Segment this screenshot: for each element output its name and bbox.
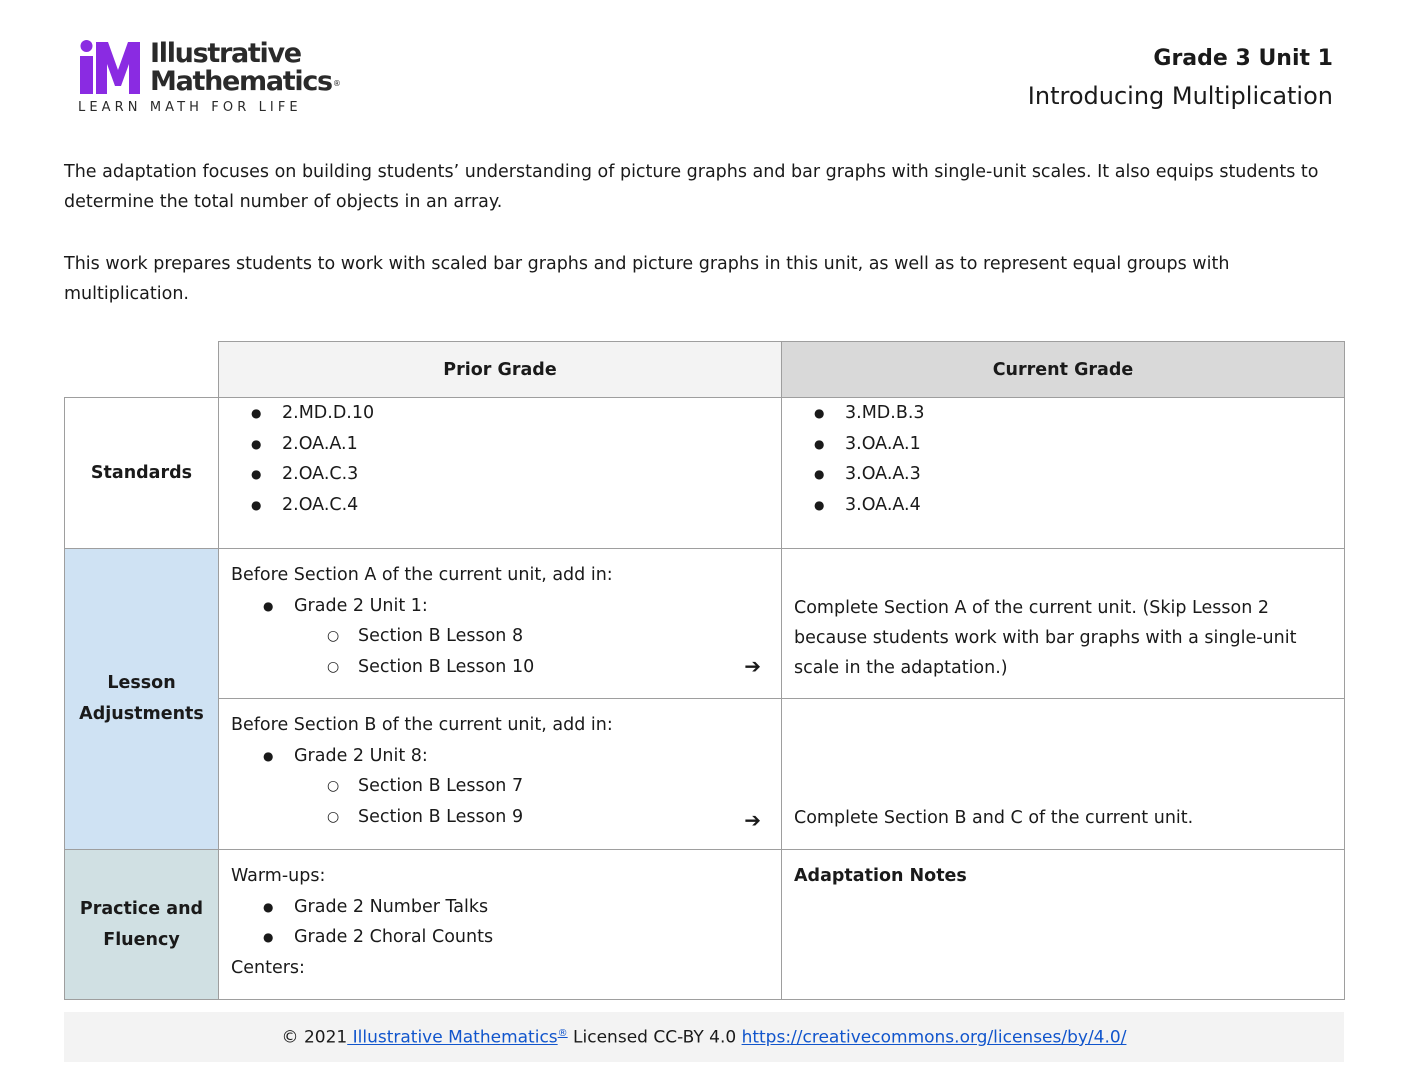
table-header-row xyxy=(65,342,1345,398)
document-header xyxy=(1028,44,1333,112)
current-lesson-cell-1 xyxy=(782,549,1345,699)
adaptation-notes-cell xyxy=(782,850,1345,1000)
row-label-standards: Standards xyxy=(65,398,219,549)
warmups-label: Warm-ups: xyxy=(231,866,326,886)
section-intro: Before Section B of the current unit, add in: xyxy=(231,715,613,735)
prior-standards-list xyxy=(219,398,781,520)
standards-row xyxy=(65,398,1345,549)
logo-line-2 xyxy=(150,67,341,99)
copyright-text: © 2021 xyxy=(281,1027,348,1048)
list-item: ● 3.OA.A.3 xyxy=(814,459,1344,490)
warmups-list xyxy=(231,892,769,953)
row-label-line: Lesson xyxy=(107,673,176,693)
section-intro: Before Section A of the current unit, add in: xyxy=(231,565,613,585)
list-item: ● 2.OA.A.1 xyxy=(251,429,781,460)
practice-row xyxy=(65,850,1345,1000)
lesson-list xyxy=(231,771,769,832)
list-item: ○ Section B Lesson 9 xyxy=(327,802,769,833)
list-item: ● 3.OA.A.1 xyxy=(814,429,1344,460)
list-item: ○ Section B Lesson 10 xyxy=(327,652,769,683)
column-header-current: Current Grade xyxy=(782,342,1345,398)
list-item: ○ Section B Lesson 8 xyxy=(327,621,769,652)
column-header-prior: Prior Grade xyxy=(219,342,782,398)
list-item xyxy=(263,591,769,622)
current-lesson-text: Complete Section A of the current unit. (Skip Lesson 2 because students work with bar graphs with a single-unit scale in the adaptation.) xyxy=(794,598,1297,678)
list-item: ● 2.MD.D.10 xyxy=(251,398,781,429)
license-footer xyxy=(64,1012,1344,1062)
list-item: ● Grade 2 Choral Counts xyxy=(263,922,769,953)
logo-tagline: LEARN MATH FOR LIFE xyxy=(78,100,302,115)
prior-practice-cell xyxy=(219,850,782,1000)
unit-subtitle: Introducing Multiplication xyxy=(1027,82,1333,110)
list-item: ● 3.MD.B.3 xyxy=(814,398,1344,429)
centers-label: Centers: xyxy=(231,957,305,978)
unit-list xyxy=(231,741,769,772)
row-label-lesson-adjustments xyxy=(65,549,219,850)
lesson-adjustments-row-1 xyxy=(65,549,1345,699)
unit-list xyxy=(231,591,769,622)
list-item: ● 3.OA.A.4 xyxy=(814,490,1344,521)
arrow-right-icon: ➔ xyxy=(744,808,761,832)
license-text: Licensed CC-BY 4.0 xyxy=(567,1027,742,1048)
list-item: ● Grade 2 Number Talks xyxy=(263,892,769,923)
unit-label: Grade 2 Unit 8: xyxy=(294,745,428,766)
adaptation-table xyxy=(64,341,1345,1000)
intro-paragraph-2: This work prepares students to work with scaled bar graphs and picture graphs in this unit, as well as to represent equal groups with multiplication. xyxy=(64,254,1230,304)
prior-lesson-cell-2 xyxy=(219,699,782,850)
im-logo-icon xyxy=(78,40,140,94)
logo-line-1: Illustrative xyxy=(150,38,301,69)
current-standards-cell xyxy=(782,398,1345,549)
adaptation-notes-title: Adaptation Notes xyxy=(794,866,967,886)
grade-unit-title: Grade 3 Unit 1 xyxy=(1153,46,1333,71)
illustrative-mathematics-link[interactable]: Illustrative Mathematics xyxy=(347,1027,558,1048)
logo-line-2-text: Mathematics xyxy=(150,66,332,97)
lesson-list xyxy=(231,621,769,682)
intro-paragraph-1: The adaptation focuses on building students’ understanding of picture graphs and bar graphs with single-unit scales. It also equips students to determine the total number of objects in an array. xyxy=(64,162,1319,212)
arrow-right-icon: ➔ xyxy=(744,654,761,678)
list-item xyxy=(263,741,769,772)
prior-standards-cell xyxy=(219,398,782,549)
registered-mark: ® xyxy=(332,79,341,88)
table-corner xyxy=(65,342,219,398)
row-label-line: Practice and xyxy=(79,898,204,919)
current-lesson-text: Complete Section B and C of the current unit. xyxy=(794,808,1194,828)
illustrative-mathematics-logo xyxy=(78,40,340,120)
lesson-adjustments-row-2 xyxy=(65,699,1345,850)
list-item: ● 2.OA.C.3 xyxy=(251,459,781,490)
row-label-line: Fluency xyxy=(103,929,180,950)
creative-commons-link[interactable]: https://creativecommons.org/licenses/by/4.0/ xyxy=(741,1027,1127,1048)
current-standards-list xyxy=(782,398,1344,520)
list-item: ○ Section B Lesson 7 xyxy=(327,771,769,802)
prior-lesson-cell-1 xyxy=(219,549,782,699)
row-label-line: Adjustments xyxy=(79,704,204,724)
registered-mark-link[interactable]: ® xyxy=(557,1028,568,1039)
list-item: ● 2.OA.C.4 xyxy=(251,490,781,521)
current-lesson-cell-2 xyxy=(782,699,1345,850)
unit-label: Grade 2 Unit 1: xyxy=(294,595,428,616)
row-label-practice-fluency xyxy=(65,850,219,1000)
